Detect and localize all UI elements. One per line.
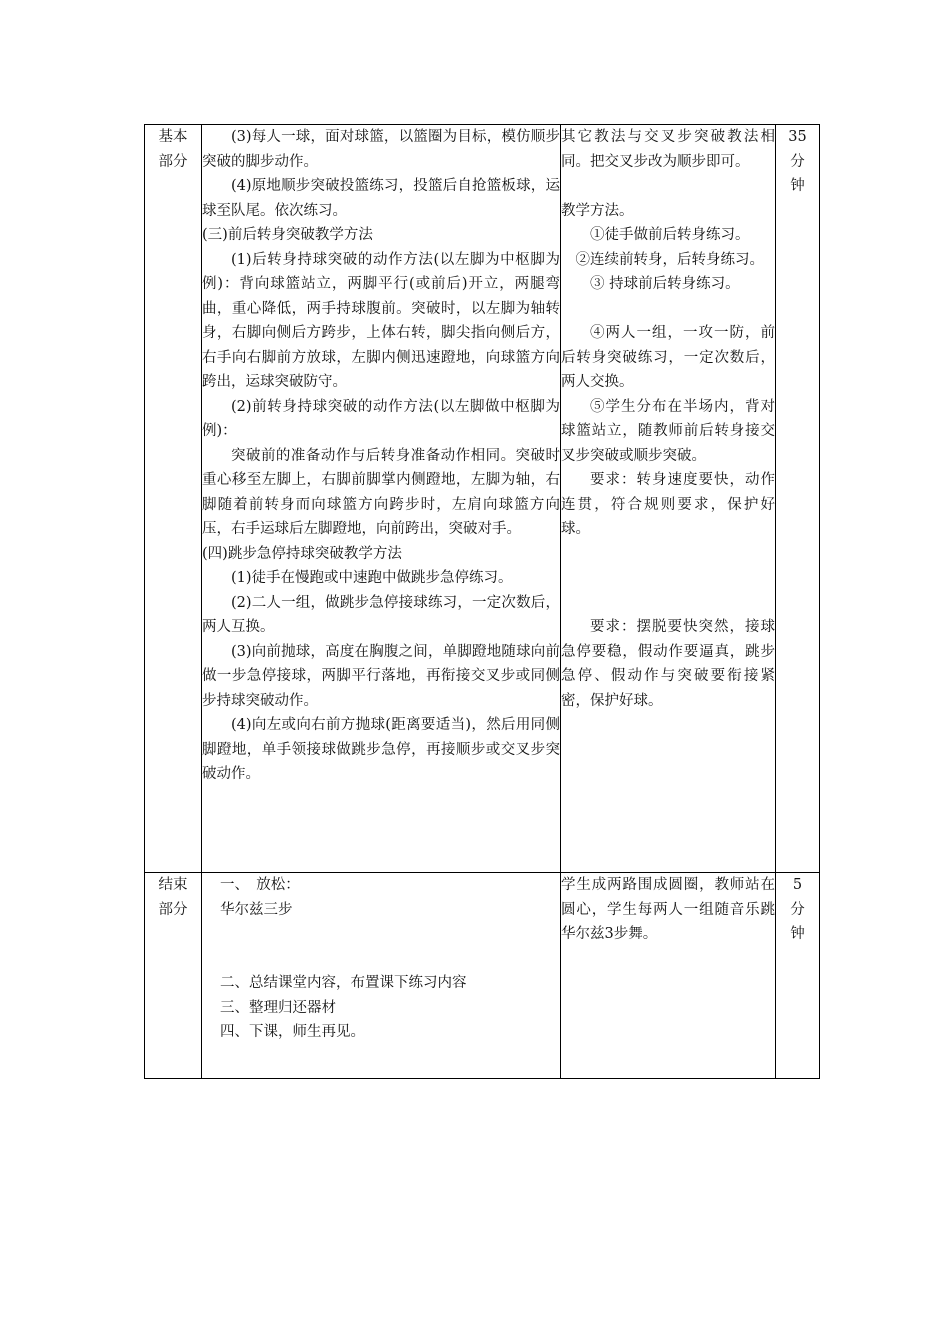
basic-method-spacer (561, 591, 775, 616)
basic-content-paragraph: (2)二人一组，做跳步急停接球练习，一定次数后，两人互换。 (202, 594, 560, 635)
ending-content-line: 四、下课，师生再见。 (220, 1024, 365, 1040)
ending-label-line-2: 部分 (158, 901, 188, 918)
basic-time-number: 35 (788, 129, 807, 145)
basic-method-line: ⑤学生分布在半场内，背对球篮站立，随教师前后转身接交叉步突破或顺步突破。 (561, 398, 775, 464)
basic-method-spacer (561, 297, 775, 322)
basic-method-line: 其它教法与交叉步突破教法相同。把交叉步改为顺步即可。 (561, 129, 775, 170)
basic-content-paragraph: (4)向左或向右前方抛球(距离要适当)，然后用同侧脚蹬地，单手领接球做跳步急停，再接顺步或交叉步突破动作。 (202, 717, 560, 782)
basic-section-method (561, 125, 776, 873)
basic-content-paragraph: 突破前的准备动作与后转身准备动作相同。突破时重心移至左脚上，右脚前脚掌内侧蹬地，左脚为轴，右脚随着前转身而向球篮方向跨步时，左肩向球篮方向压，右手运球后左脚蹬地，向前跨出，突破对手。 (202, 447, 560, 537)
ending-content-line: 二、总结课堂内容，布置课下练习内容 (220, 975, 467, 991)
ending-content-spacer (202, 947, 560, 972)
basic-content-paragraph: (3)每人一球，面对球篮，以篮圈为目标，模仿顺步突破的脚步动作。 (202, 129, 560, 170)
basic-content-heading: (三)前后转身突破教学方法 (202, 227, 373, 243)
basic-content-paragraph: (4)原地顺步突破投篮练习，投篮后自抢篮板球，运球至队尾。依次练习。 (202, 178, 560, 219)
basic-content-paragraph: (2)前转身持球突破的动作方法(以左脚做中枢脚为例)： (202, 398, 560, 439)
ending-time-unit-1: 分 (790, 901, 805, 918)
ending-time-unit-2: 钟 (790, 926, 805, 942)
basic-method-line: ④两人一组，一攻一防，前后转身突破练习，一定次数后，两人交换。 (561, 325, 775, 390)
basic-method-line: ①徒手做前后转身练习。 (590, 227, 750, 243)
ending-section-method (561, 873, 776, 1079)
ending-section-label (145, 873, 202, 1079)
basic-time-unit-1: 分 (790, 153, 805, 170)
basic-content-paragraph: (3)向前抛球，高度在胸腹之间，单脚蹬地随球向前做一步急停接球，两脚平行落地，再衔接交叉步或同侧步持球突破动作。 (202, 643, 560, 709)
basic-method-line: 教学方法。 (561, 202, 634, 219)
basic-label-line-1: 基本 (158, 129, 188, 145)
ending-content-line: 三、整理归还器材 (220, 999, 336, 1016)
basic-content-paragraph: (1)后转身持球突破的动作方法(以左脚为中枢脚为例)：背向球篮站立，两脚平行(或前后)开立，两腿弯曲，重心降低，两手持球腹前。突破时，以左脚为轴转身，右脚向侧后方跨步，上体右转，脚尖指向侧后方，右手向右脚前方放球，左脚内侧迅速蹬地，向球篮方向跨出，运球突破防守。 (202, 251, 560, 390)
basic-section-time (776, 125, 820, 873)
ending-content-line: 一、 放松： (220, 877, 300, 893)
ending-section-time (776, 873, 820, 1079)
basic-method-spacer (561, 566, 775, 591)
basic-method-spacer (561, 542, 775, 567)
ending-time-number: 5 (792, 877, 803, 893)
basic-method-line: 要求：摆脱要快突然，接球急停要稳，假动作要逼真，跳步急停、假动作与突破要衔接紧密，保护好球。 (561, 619, 775, 709)
basic-time-unit-2: 钟 (790, 178, 805, 194)
basic-section-row (145, 125, 820, 873)
lesson-plan-table (144, 124, 820, 1079)
ending-section-row (145, 873, 820, 1079)
basic-method-line: ③ 持球前后转身练习。 (590, 276, 740, 292)
ending-content-line: 华尔兹三步 (220, 901, 293, 918)
basic-content-paragraph: (1)徒手在慢跑或中速跑中做跳步急停练习。 (231, 570, 513, 586)
basic-method-line: 要求：转身速度要快，动作连贯，符合规则要求，保护好球。 (561, 472, 775, 537)
basic-method-spacer (561, 174, 775, 199)
ending-label-line-1: 结束 (158, 877, 188, 893)
basic-method-line: ②连续前转身，后转身练习。 (575, 251, 764, 268)
basic-label-line-2: 部分 (158, 153, 188, 170)
ending-method-text: 学生成两路围成圆圈，教师站在圆心，学生每两人一组随音乐跳华尔兹3步舞。 (561, 877, 775, 942)
basic-content-heading: (四)跳步急停持球突破教学方法 (202, 545, 402, 562)
ending-content-spacer (202, 922, 560, 947)
ending-section-content (202, 873, 561, 1079)
basic-section-content (202, 125, 561, 873)
basic-section-label (145, 125, 202, 873)
